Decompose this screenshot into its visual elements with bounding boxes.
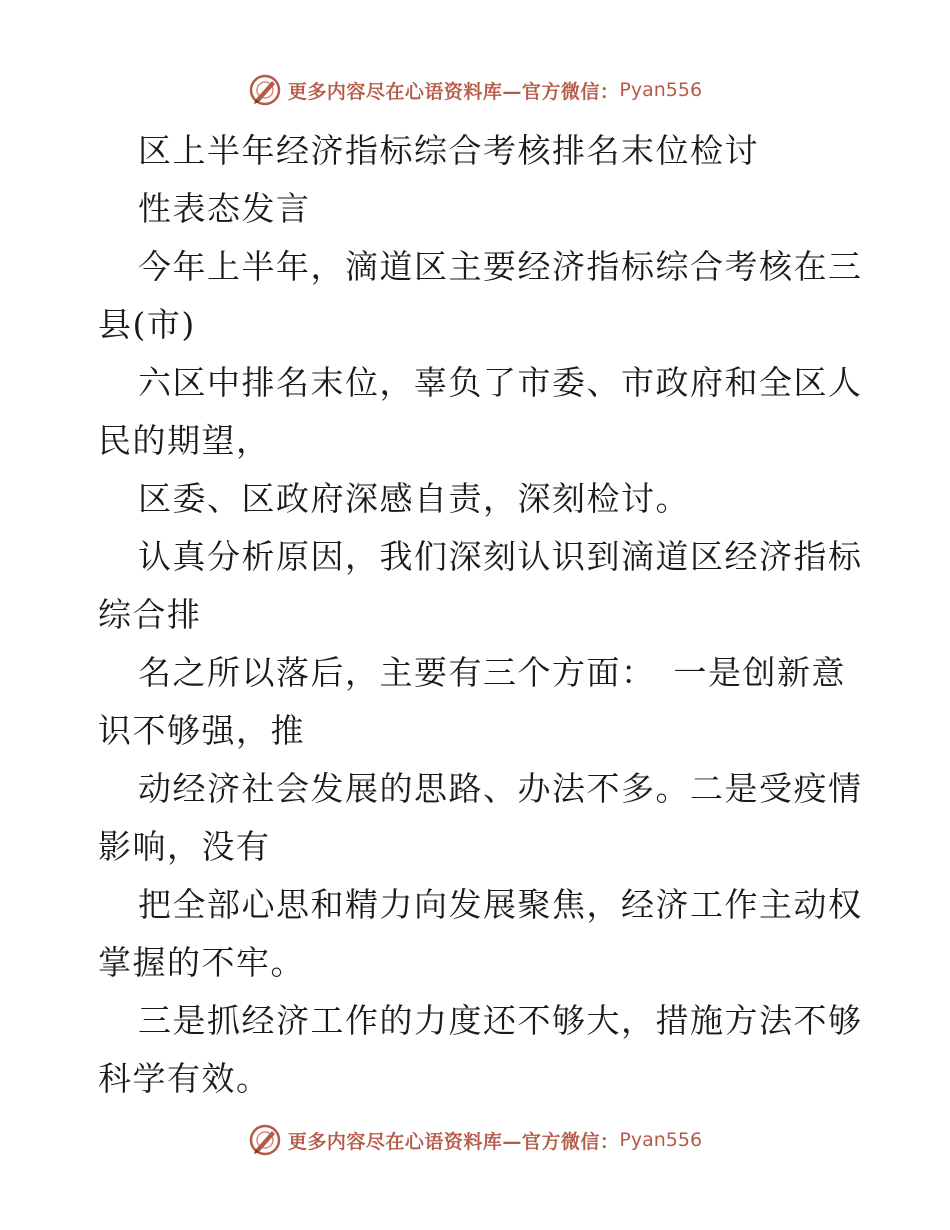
header-watermark-banner	[0, 70, 950, 110]
text-line: 科学有效。	[98, 1059, 271, 1098]
text-line: 认真分析原因，我们深刻认识到滴道区经济指标	[138, 537, 863, 576]
text-line: 今年上半年，滴道区主要经济指标综合考核在三	[138, 247, 863, 286]
text-line: 影响，没有	[98, 827, 271, 866]
text-line: 综合排	[98, 595, 202, 634]
watermark-text: 更多内容尽在心语资料库—官方微信：	[287, 1130, 620, 1153]
text-line: 识不够强，推	[98, 711, 305, 750]
text-line: 性表态发言	[138, 189, 311, 228]
text-line: 掌握的不牢。	[98, 943, 305, 982]
watermark-wechat-id: Pyan556	[619, 79, 703, 101]
text-line: 民的期望，	[98, 421, 271, 460]
pen-logo-icon	[248, 1123, 282, 1157]
watermark-wechat-id: Pyan556	[619, 1129, 703, 1151]
text-line: 名之所以落后，主要有三个方面： 一是创新意	[138, 653, 846, 692]
text-line: 三是抓经济工作的力度还不够大，措施方法不够	[138, 1001, 863, 1040]
text-line: 动经济社会发展的思路、办法不多。二是受疫情	[138, 769, 863, 808]
document-body	[98, 122, 863, 1108]
pen-logo-icon	[248, 73, 282, 107]
text-line: 县(市)	[98, 305, 196, 344]
watermark-text: 更多内容尽在心语资料库—官方微信：	[287, 80, 620, 103]
text-line: 区委、区政府深感自责，深刻检讨。	[138, 479, 690, 518]
text-line: 把全部心思和精力向发展聚焦，经济工作主动权	[138, 885, 863, 924]
text-line: 区上半年经济指标综合考核排名末位检讨	[138, 131, 759, 170]
text-line: 六区中排名末位，辜负了市委、市政府和全区人	[138, 363, 863, 402]
footer-watermark-banner	[0, 1120, 950, 1160]
